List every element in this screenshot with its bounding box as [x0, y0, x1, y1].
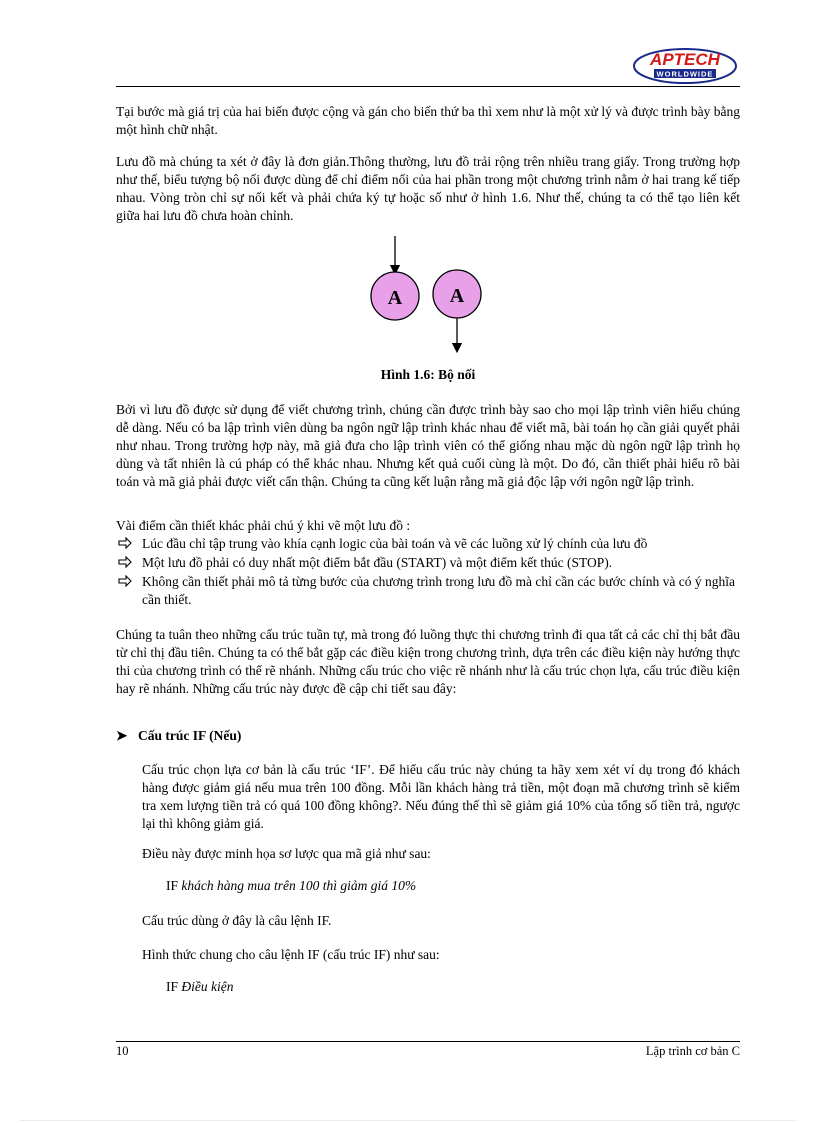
list-item [116, 573, 740, 609]
paragraph-3: Bởi vì lưu đồ được sử dụng để viết chương trình, chúng cần được trình bày sao cho mọi lập trình viên hiểu chúng dễ dàng. Nếu có ba lập trình viên dùng ba ngôn ngữ lập trình khác nhau để viết mã, bài toán họ cần giải quyết phải như nhau. Trong trường hợp này, mã giả đưa cho lập trình viên có thể giống nhau mặc dù ngôn ngữ lập trình họ dùng và tất nhiên là cú pháp có thể khác nhau. Nhưng kết quả cuối cùng là một. Do đó, cần thiết phải hiểu rõ bài toán và mã giả phải được viết cẩn thận. Chúng ta cũng kết luận rằng mã giả độc lập với ngôn ngữ lập trình. [116, 402, 740, 489]
connector-figure [360, 234, 490, 356]
paragraph-2: Lưu đồ mà chúng ta xét ở đây là đơn giản.Thông thường, lưu đồ trải rộng trên nhiều trang giấy. Trong trường hợp như thế, biểu tượng bộ nối được dùng để chỉ điểm nối của hai phần trong một chương trình nằm ở hai trang kế tiếp nhau. Vòng tròn chỉ sự nối kết và phải chứa ký tự hoặc số như ở hình 1.6. Như thế, chúng ta có thể tạo liên kết giữa hai lưu đồ chưa hoàn chỉnh. [116, 154, 740, 223]
list-item [116, 535, 740, 553]
pseudocode-line-1 [166, 878, 416, 894]
paragraph-4: Vài điểm cần thiết khác phải chú ý khi vẽ một lưu đồ : [116, 518, 411, 533]
paragraph-7: Điều này được minh họa sơ lược qua mã giả như sau: [142, 846, 431, 861]
bullet-text: Không cần thiết phải mô tả từng bước của chương trình trong lưu đồ mà chỉ cần các bước chính và có ý nghĩa cần thiết. [142, 574, 735, 607]
arrow-bullet-icon: ➤ [116, 728, 128, 743]
code-text: Điều kiện [181, 979, 234, 994]
bullet-list [116, 535, 740, 610]
section-heading [116, 728, 241, 744]
connector-right-label: A [449, 285, 465, 307]
aptech-logo [632, 46, 738, 84]
pointing-hand-icon [118, 556, 132, 568]
code-text: khách hàng mua trên 100 thì giảm giá 10% [181, 878, 417, 893]
figure-caption: Hình 1.6: Bộ nối [380, 367, 476, 382]
code-keyword: IF [166, 878, 179, 893]
paragraph-8: Cấu trúc dùng ở đây là câu lệnh IF. [142, 913, 332, 928]
section-heading-text: Cấu trúc IF (Nếu) [138, 728, 242, 743]
code-keyword: IF [166, 979, 179, 994]
connector-left-label: A [387, 287, 403, 309]
paragraph-5: Chúng ta tuân theo những cấu trúc tuần tự, mà trong đó luồng thực thi chương trình đi qua tất cả các chỉ thị bắt đầu từ chỉ thị đầu tiên. Chúng ta có thể bắt gặp các điều kiện trong chương trình, dựa trên các điều kiện này hướng thực thi của chương trình có thể rẽ nhánh. Những cấu trúc cho việc rẽ nhánh như là cấu trúc chọn lựa, cấu trúc điều kiện hay rẽ nhánh. Những cấu trúc này được đề cập chi tiết sau đây: [116, 627, 740, 696]
footer-rule [116, 1041, 740, 1042]
pointing-hand-icon [118, 537, 132, 549]
page-number: 10 [116, 1044, 129, 1058]
paragraph-1: Tại bước mà giá trị của hai biến được cộng và gán cho biến thứ ba thì xem như là một xử lý và được trình bày bằng một hình chữ nhật. [116, 104, 740, 137]
bullet-text: Lúc đầu chỉ tập trung vào khía cạnh logic của bài toán và vẽ các luồng xử lý chính của lưu đồ [142, 536, 648, 551]
header-rule [116, 86, 740, 87]
paragraph-6: Cấu trúc chọn lựa cơ bản là cấu trúc ‘IF’. Để hiểu cấu trúc này chúng ta hãy xem xét ví dụ trong đó khách hàng được giảm giá nếu mua trên 100 đồng. Mỗi lần khách hàng trả tiền, một đoạn mã chương trình sẽ kiểm tra xem lượng tiền trả có quá 100 đồng không?. Nếu đúng thế thì sẽ giảm giá 10% của tổng số tiền trả, ngược lại thì không giảm giá. [142, 762, 740, 831]
page-edge-divider [20, 1120, 796, 1121]
pointing-hand-icon [118, 575, 132, 587]
paragraph-9: Hình thức chung cho câu lệnh IF (cấu trúc IF) như sau: [142, 947, 440, 962]
pseudocode-line-2 [166, 979, 234, 995]
logo-sub-text: WORLDWIDE [656, 69, 714, 79]
logo-main-text: APTECH [650, 50, 720, 69]
footer-title: Lập trình cơ bản C [645, 1044, 740, 1058]
list-item [116, 554, 740, 572]
bullet-text: Một lưu đồ phải có duy nhất một điểm bắt đầu (START) và một điểm kết thúc (STOP). [142, 555, 613, 570]
